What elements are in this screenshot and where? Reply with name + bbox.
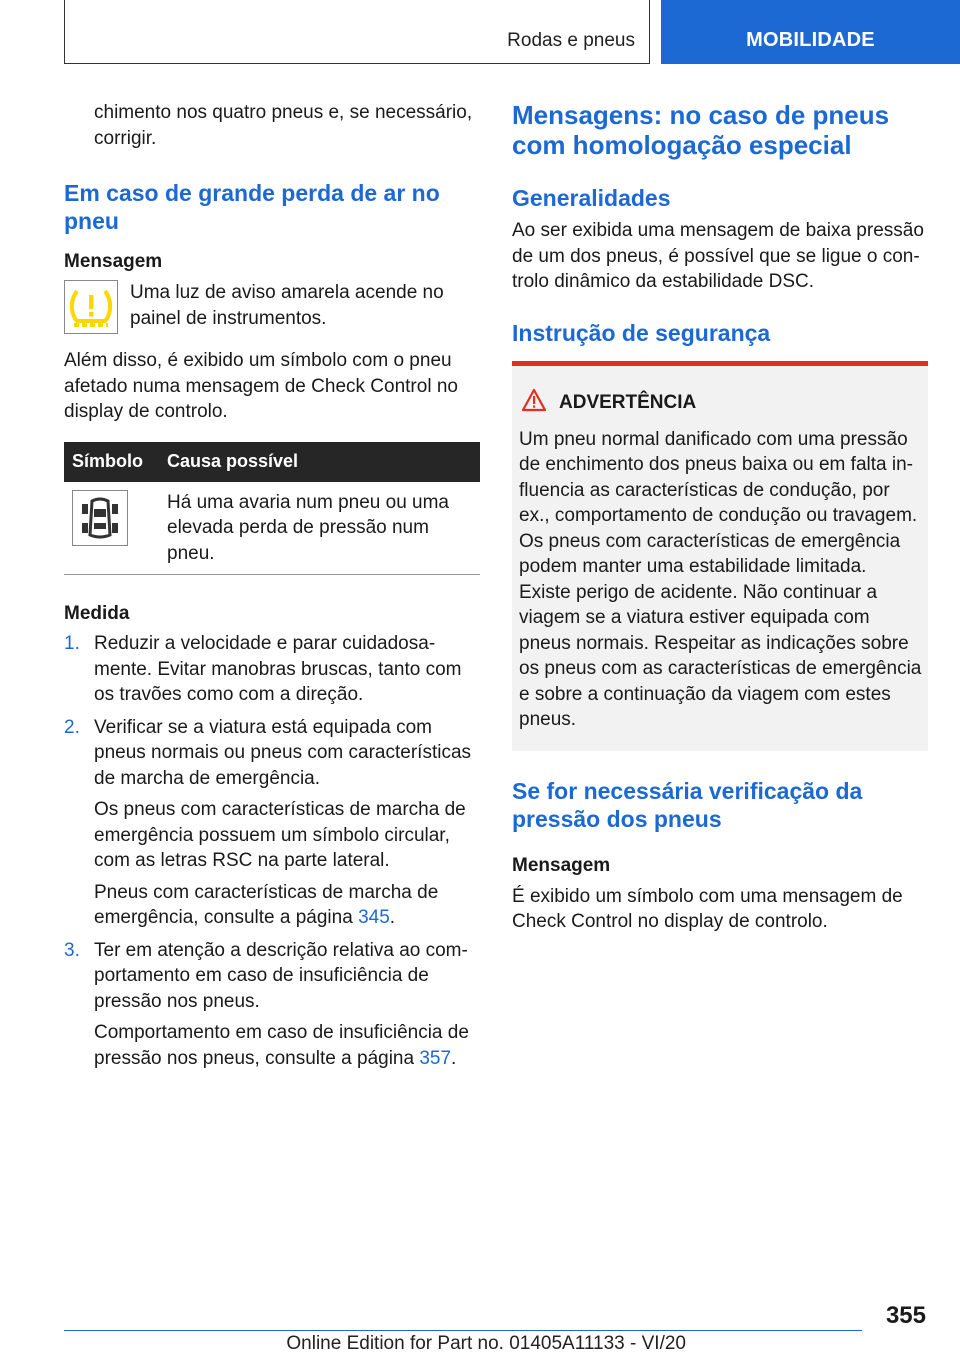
car-tire-status-icon — [72, 490, 128, 546]
warning-triangle-icon — [521, 388, 549, 418]
page-number: 355 — [885, 1302, 926, 1329]
list-item — [64, 715, 480, 931]
right-column — [512, 100, 928, 935]
table-row — [64, 482, 480, 575]
step-number: 2. — [64, 716, 80, 738]
warning-box — [512, 361, 928, 751]
edition-text: Online Edition for Part no. 01405A11133 - VI/20 — [286, 1333, 686, 1354]
warning-title-row — [519, 388, 922, 418]
measure-steps — [64, 631, 480, 1071]
general-heading: Generalidades — [512, 185, 671, 211]
list-item — [64, 631, 480, 708]
safety-heading: Instrução de segurança — [512, 319, 771, 346]
footer-divider — [64, 1330, 862, 1331]
step-number: 3. — [64, 939, 80, 961]
chapter-title: Rodas e pneus — [507, 30, 635, 51]
message-label: Mensagem — [64, 251, 163, 272]
page-link-345[interactable]: 345 — [358, 907, 390, 928]
table-header-cause: Causa possível — [159, 442, 480, 482]
table-header-symbol: Símbolo — [64, 442, 159, 482]
warning-text: Um pneu normal danificado com uma pressão de enchimento dos pneus baixa ou em falta influencia as características de condução, por ex., comportamento de condução ou travagem. Os pneus com características de emergência podem manter uma estabilidade limitada. Existe perigo de acidente. Não continuar a viagem se a viatura estiver equipada com pneus normais. Respeitar as indicações sobre os pneus com as características de emergência e sobre a continuação da viagem com estes pneus. — [519, 428, 922, 730]
step-text: Verificar se a viatura está equipada com pneus normais ou pneus com características de marcha de emergência. — [94, 716, 472, 789]
left-column — [64, 100, 480, 1071]
section-heading-air-loss: Em caso de grande perda de ar no pneu — [64, 180, 440, 234]
warning-title: ADVERTÊNCIA — [559, 391, 697, 413]
tire-pressure-warning-icon — [64, 280, 118, 334]
step-number: 1. — [64, 633, 80, 654]
step-note-reference: Pneus com características de marcha de emergência, consulte a página 345. — [94, 881, 439, 928]
general-text: Ao ser exibida uma mensagem de baixa pressão de um dos pneus, é possível que se ligue o controlo dinâmico da estabilidade DSC. — [512, 220, 924, 292]
symbol-cause-table — [64, 442, 480, 576]
step-text: Reduzir a velocidade e parar cuidadosamente. Evitar manobras bruscas, tanto com os travões como com a direção. — [94, 633, 462, 705]
list-item — [64, 938, 480, 1072]
message-text: Uma luz de aviso amarela acende no painel de instrumentos. — [130, 282, 444, 329]
step-note-reference: Comportamento em caso de insuficiência de pressão nos pneus, consulte a página 357. — [94, 1022, 469, 1069]
header-chapter-box — [64, 0, 650, 64]
table-cell-cause: Há uma avaria num pneu ou uma elevada perda de pressão num pneu. — [159, 482, 480, 575]
measure-label: Medida — [64, 603, 130, 624]
section-tab-label: MOBILIDADE — [746, 28, 875, 51]
check-message-text: É exibido um símbolo com uma mensagem de Check Control no display de controlo. — [512, 885, 903, 932]
step-note: Os pneus com características de marcha de emergência possuem um símbolo circular, com as letras RSC na parte lateral. — [94, 799, 466, 871]
message-row — [64, 280, 480, 334]
additional-info-paragraph: Além disso, é exibido um símbolo com o pneu afetado numa mensagem de Check Control no display de controlo. — [64, 350, 458, 422]
step-text: Ter em atenção a descrição relativa ao comportamento em caso de insuficiência de pressão nos pneus. — [94, 939, 468, 1012]
check-pressure-heading: Se for necessária verificação da pressão dos pneus — [512, 777, 863, 832]
continued-paragraph: chimento nos quatro pneus e, se necessário, corrigir. — [94, 102, 473, 149]
main-heading: Mensagens: no caso de pneus com homologação especial — [512, 100, 890, 160]
check-message-label: Mensagem — [512, 854, 611, 876]
section-tab[interactable] — [661, 0, 960, 64]
page-link-357[interactable]: 357 — [419, 1047, 452, 1069]
